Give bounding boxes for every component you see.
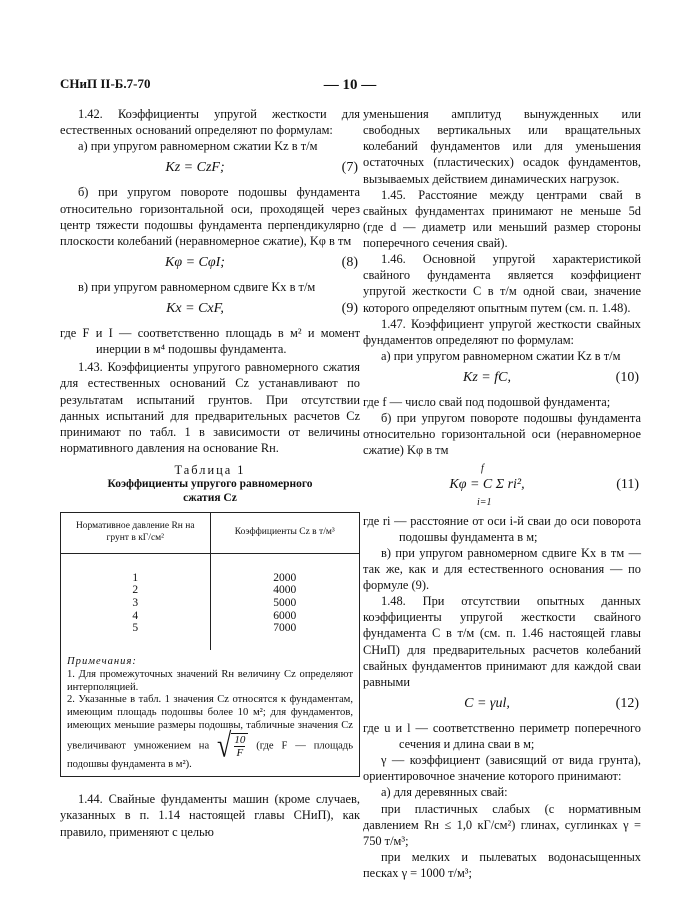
item-b-rotation: б) при упругом повороте подошвы фундамента относительно горизонтальной оси, проходящей через центр тяжести подошвы фундамента перпендикулярно плоскости колебаний (неравномерное сжатие), Kφ в тм [60, 185, 360, 248]
table-cell: 3 [132, 597, 139, 609]
table-cell: 7000 [273, 622, 297, 635]
table-cell: 4000 [273, 584, 297, 597]
table-1 [60, 512, 360, 778]
table-header-coefficient: Коэффициенты Cz в т/м³ [210, 513, 360, 553]
table-notes [61, 650, 359, 777]
table-column-coefficient [210, 554, 360, 650]
section-1-44-continued: уменьшения амплитуд вынужденных или свободных вертикальных или вращательных колебаний фундаментов или для уменьшения остаточных (пластических) осадок фундаментов, вызываемых действием динамических нагрузок. [363, 107, 641, 186]
document-code: СНиП II-Б.7-70 [60, 76, 151, 91]
notes-title: Примечания: [67, 655, 137, 667]
sqrt-formula: √ $\frac{10}{F}$ [217, 733, 248, 759]
table-label: Таблица 1 [174, 463, 246, 477]
item-v-shear: в) при упругом равномерном сдвиге Kx в т/м [78, 279, 316, 294]
section-1-48: 1.48. При отсутствии опытных данных коэффициенты упругой жесткости свайного фундамента C в т/м (см. п. 1.46 настоящей главы СНиП) для предварительных расчетов колебаний свайных фундаментов принимают для каждой сваи равными [363, 594, 641, 689]
formula-10: Kz = fC, (10) [463, 370, 639, 385]
where-f-i: где F и I — соответственно площадь в м² и момент инерции в м⁴ подошвы фундамента. [60, 326, 360, 357]
pile-item-v: в) при упругом равномерном сдвиге Kx в тм — так же, как и для естественного основания — по формуле (9). [363, 545, 641, 592]
page-header [60, 76, 640, 96]
where-u-l: где u и l — соответственно периметр поперечного сечения и длина сваи в м; [363, 720, 641, 751]
formula-8: Kφ = CφI; (8) [165, 254, 358, 270]
table-cell: 5000 [273, 597, 297, 609]
note-2: 2. Указанные в табл. 1 значения Cz относятся к фундаментам, имеющим площадь подошвы более 10 м²; для фундаментов, имеющих меньшие размеры подошвы, табличные значения Cz увеличивают умножением на √ $\frac{10}{F}$ (где F — площадь подошвы фундамента в м²). [67, 694, 354, 771]
table-header-row [61, 513, 359, 554]
note-1: 1. Для промежуточных значений Rн величину Cz определяют интерполяцией. [67, 668, 353, 693]
table-cell: 1 [132, 571, 139, 584]
sand-value: при мелких и пылеватых водонасыщенных песках γ = 1000 т/м³; [363, 849, 641, 880]
table-caption: Коэффициенты упругого равномерного сжатия Cz [107, 478, 313, 504]
table-column-pressure [61, 554, 210, 650]
plastic-clay-value: при пластичных слабых (с нормативным давлением Rн ≤ 1,0 кГ/см²) глинах, суглинках γ = 750 т/м³; [363, 801, 641, 848]
table-cell: 2000 [273, 571, 297, 584]
table-body [61, 554, 359, 650]
formula-7: Kz = CzF; (7) [165, 160, 358, 176]
sum-upper-limit: f [481, 462, 484, 474]
section-1-46: 1.46. Основной упругой характеристикой свайного фундамента является коэффициент упругой жесткости C в т/м одной сваи, значение которого определяют опытным путем (см. п. 1.48). [363, 252, 641, 315]
page-number: — 10 — [323, 77, 377, 93]
section-1-47: 1.47. Коэффициент упругой жесткости свайных фундаментов определяют по формулам: [363, 316, 641, 347]
where-ri: где ri — расстояние от оси i-й сваи до оси поворота подошвы фундамента в м; [363, 513, 641, 544]
table-header-pressure: Нормативное давление Rн на грунт в кГ/см² [75, 521, 195, 543]
item-a-compression: а) при упругом равномерном сжатии Kz в т/м [78, 139, 318, 154]
gamma-definition: γ — коэффициент (зависящий от вида грунта), ориентировочное значение которого принимают: [363, 753, 641, 784]
formula-9: Kx = CxF, (9) [166, 301, 358, 316]
pile-item-a: а) при упругом равномерном сжатии Kz в т/м [381, 348, 621, 363]
sum-lower-limit: i=1 [477, 496, 492, 508]
section-1-43: 1.43. Коэффициенты упругого равномерного сжатия для естественных оснований Cz устанавливают по результатам испытаний грунтов. При отсутствии данных испытаний для предварительных расчетов Cz принимают по табл. 1 в зависимости от величины нормативного давления на основание Rн. [60, 360, 360, 455]
left-column [60, 106, 360, 840]
where-f: где f — число свай под подошвой фундамента; [363, 395, 611, 409]
table-cell: 6000 [273, 609, 297, 622]
formula-12: C = γul, (12) [464, 695, 639, 711]
table-cell: 2 [132, 584, 139, 597]
formula-11: Kφ = C Σ ri², f i=1 (11) [449, 462, 639, 508]
section-1-42: 1.42. Коэффициенты упругой жесткости для естественных оснований определяют по формулам: [60, 107, 360, 138]
right-column [363, 106, 641, 881]
section-1-45: 1.45. Расстояние между центрами свай в свайных фундаментах принимают не меньше 5d (где d — диаметр или меньший размер стороны поперечного сечения свай). [363, 187, 641, 250]
section-1-44: 1.44. Свайные фундаменты машин (кроме случаев, указанных в п. 1.14 настоящей главы СНиП), как правило, применяют с целью [60, 792, 360, 839]
table-cell: 5 [132, 622, 139, 635]
table-cell: 4 [132, 609, 139, 622]
pile-item-b: б) при упругом повороте подошвы фундамента относительно горизонтальной оси (неравномерное сжатие) Kφ в тм [363, 411, 641, 458]
wood-piles-heading: а) для деревянных свай: [381, 785, 508, 800]
